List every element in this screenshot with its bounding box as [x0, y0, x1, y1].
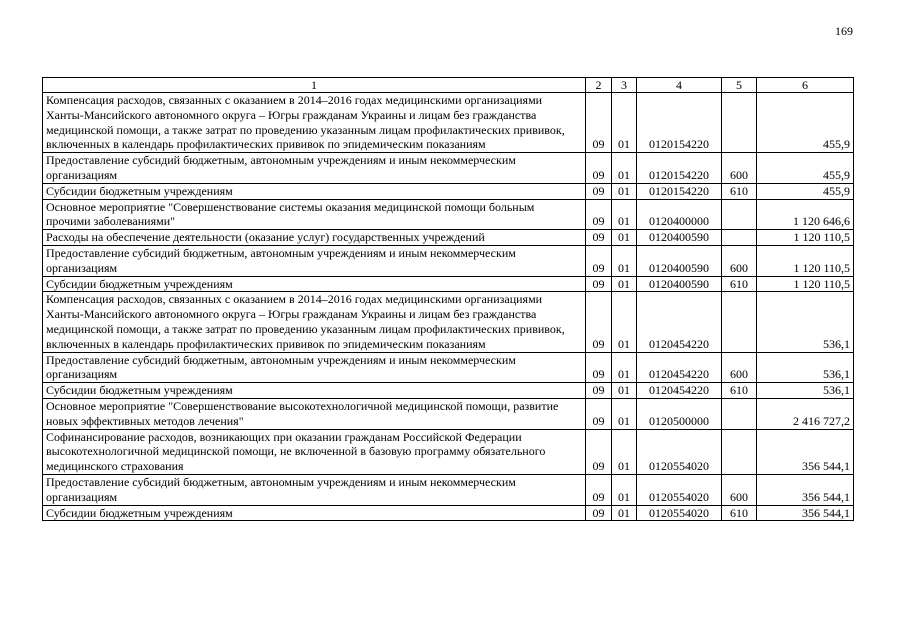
row-target-article-code: 0120154220	[637, 93, 722, 153]
row-subsection-code: 01	[612, 474, 637, 505]
table-row	[43, 429, 854, 474]
row-amount: 1 120 110,5	[757, 230, 854, 246]
row-expense-type-code: 610	[722, 276, 757, 292]
row-subsection-code: 01	[612, 505, 637, 521]
row-amount: 2 416 727,2	[757, 398, 854, 429]
row-expense-type-code: 600	[722, 153, 757, 184]
row-subsection-code: 01	[612, 383, 637, 399]
table-row	[43, 153, 854, 184]
row-target-article-code: 0120454220	[637, 292, 722, 352]
row-target-article-code: 0120400590	[637, 245, 722, 276]
row-expense-type-code	[722, 292, 757, 352]
table-row	[43, 199, 854, 230]
row-section-code: 09	[586, 276, 612, 292]
row-description: Расходы на обеспечение деятельности (оказание услуг) государственных учреждений	[43, 230, 586, 246]
row-expense-type-code: 610	[722, 183, 757, 199]
table-row	[43, 292, 854, 352]
row-target-article-code: 0120400590	[637, 276, 722, 292]
row-amount: 356 544,1	[757, 429, 854, 474]
budget-table	[42, 77, 854, 521]
row-section-code: 09	[586, 352, 612, 383]
row-target-article-code: 0120554020	[637, 474, 722, 505]
row-amount: 455,9	[757, 153, 854, 184]
row-section-code: 09	[586, 199, 612, 230]
column-header: 1	[43, 78, 586, 93]
table-body	[43, 93, 854, 521]
row-target-article-code: 0120500000	[637, 398, 722, 429]
table-row	[43, 245, 854, 276]
row-amount: 356 544,1	[757, 505, 854, 521]
row-target-article-code: 0120154220	[637, 183, 722, 199]
table-row	[43, 230, 854, 246]
row-description: Компенсация расходов, связанных с оказанием в 2014–2016 годах медицинскими организациями Ханты-Мансийского автономного округа – Югры гражданам Украины и лицам без гражданства медицинской помощи, а также затрат по проведению указанным лицам профилактических прививок, включенных в календарь профилактических прививок по эпидемическим показаниям	[43, 292, 586, 352]
row-subsection-code: 01	[612, 429, 637, 474]
row-amount: 1 120 646,6	[757, 199, 854, 230]
row-subsection-code: 01	[612, 183, 637, 199]
column-header: 2	[586, 78, 612, 93]
row-description: Основное мероприятие "Совершенствование системы оказания медицинской помощи больным прочими заболеваниями"	[43, 199, 586, 230]
row-expense-type-code	[722, 429, 757, 474]
table-row	[43, 183, 854, 199]
column-header: 4	[637, 78, 722, 93]
row-expense-type-code: 610	[722, 505, 757, 521]
row-amount: 536,1	[757, 292, 854, 352]
row-amount: 455,9	[757, 93, 854, 153]
table-row	[43, 505, 854, 521]
row-subsection-code: 01	[612, 93, 637, 153]
row-section-code: 09	[586, 230, 612, 246]
row-subsection-code: 01	[612, 398, 637, 429]
column-header: 3	[612, 78, 637, 93]
row-amount: 356 544,1	[757, 474, 854, 505]
row-expense-type-code	[722, 93, 757, 153]
row-expense-type-code: 610	[722, 383, 757, 399]
row-section-code: 09	[586, 245, 612, 276]
row-section-code: 09	[586, 505, 612, 521]
page-number: 169	[835, 24, 853, 38]
table-row	[43, 93, 854, 153]
row-description: Предоставление субсидий бюджетным, автономным учреждениям и иным некоммерческим организациям	[43, 474, 586, 505]
row-subsection-code: 01	[612, 245, 637, 276]
row-description: Основное мероприятие "Совершенствование высокотехнологичной медицинской помощи, развитие новых эффективных методов лечения"	[43, 398, 586, 429]
row-description: Предоставление субсидий бюджетным, автономным учреждениям и иным некоммерческим организациям	[43, 352, 586, 383]
row-amount: 1 120 110,5	[757, 245, 854, 276]
table-row	[43, 352, 854, 383]
row-description: Субсидии бюджетным учреждениям	[43, 383, 586, 399]
row-target-article-code: 0120554020	[637, 505, 722, 521]
row-subsection-code: 01	[612, 199, 637, 230]
row-section-code: 09	[586, 292, 612, 352]
row-description: Софинансирование расходов, возникающих при оказании гражданам Российской Федерации высокотехнологичной медицинской помощи, не включенной в базовую программу обязательного медицинского страхования	[43, 429, 586, 474]
row-section-code: 09	[586, 153, 612, 184]
table-row	[43, 398, 854, 429]
row-expense-type-code	[722, 230, 757, 246]
row-target-article-code: 0120554020	[637, 429, 722, 474]
row-expense-type-code	[722, 398, 757, 429]
row-target-article-code: 0120400000	[637, 199, 722, 230]
row-subsection-code: 01	[612, 230, 637, 246]
row-target-article-code: 0120400590	[637, 230, 722, 246]
row-subsection-code: 01	[612, 153, 637, 184]
row-description: Компенсация расходов, связанных с оказанием в 2014–2016 годах медицинскими организациями Ханты-Мансийского автономного округа – Югры гражданам Украины и лицам без гражданства медицинской помощи, а также затрат по проведению указанным лицам профилактических прививок, включенных в календарь профилактических прививок по эпидемическим показаниям	[43, 93, 586, 153]
row-section-code: 09	[586, 429, 612, 474]
row-description: Субсидии бюджетным учреждениям	[43, 505, 586, 521]
row-expense-type-code: 600	[722, 245, 757, 276]
column-header: 5	[722, 78, 757, 93]
row-subsection-code: 01	[612, 352, 637, 383]
table-row	[43, 474, 854, 505]
row-expense-type-code: 600	[722, 474, 757, 505]
table-row	[43, 383, 854, 399]
row-amount: 536,1	[757, 383, 854, 399]
row-subsection-code: 01	[612, 292, 637, 352]
row-amount: 1 120 110,5	[757, 276, 854, 292]
table-header-row	[43, 78, 854, 93]
row-description: Предоставление субсидий бюджетным, автономным учреждениям и иным некоммерческим организациям	[43, 153, 586, 184]
row-section-code: 09	[586, 183, 612, 199]
row-target-article-code: 0120454220	[637, 352, 722, 383]
row-description: Субсидии бюджетным учреждениям	[43, 276, 586, 292]
row-section-code: 09	[586, 474, 612, 505]
row-amount: 536,1	[757, 352, 854, 383]
row-subsection-code: 01	[612, 276, 637, 292]
row-target-article-code: 0120454220	[637, 383, 722, 399]
row-description: Предоставление субсидий бюджетным, автономным учреждениям и иным некоммерческим организациям	[43, 245, 586, 276]
row-section-code: 09	[586, 93, 612, 153]
row-target-article-code: 0120154220	[637, 153, 722, 184]
row-expense-type-code	[722, 199, 757, 230]
column-header: 6	[757, 78, 854, 93]
row-expense-type-code: 600	[722, 352, 757, 383]
table-row	[43, 276, 854, 292]
row-description: Субсидии бюджетным учреждениям	[43, 183, 586, 199]
row-section-code: 09	[586, 398, 612, 429]
row-amount: 455,9	[757, 183, 854, 199]
row-section-code: 09	[586, 383, 612, 399]
